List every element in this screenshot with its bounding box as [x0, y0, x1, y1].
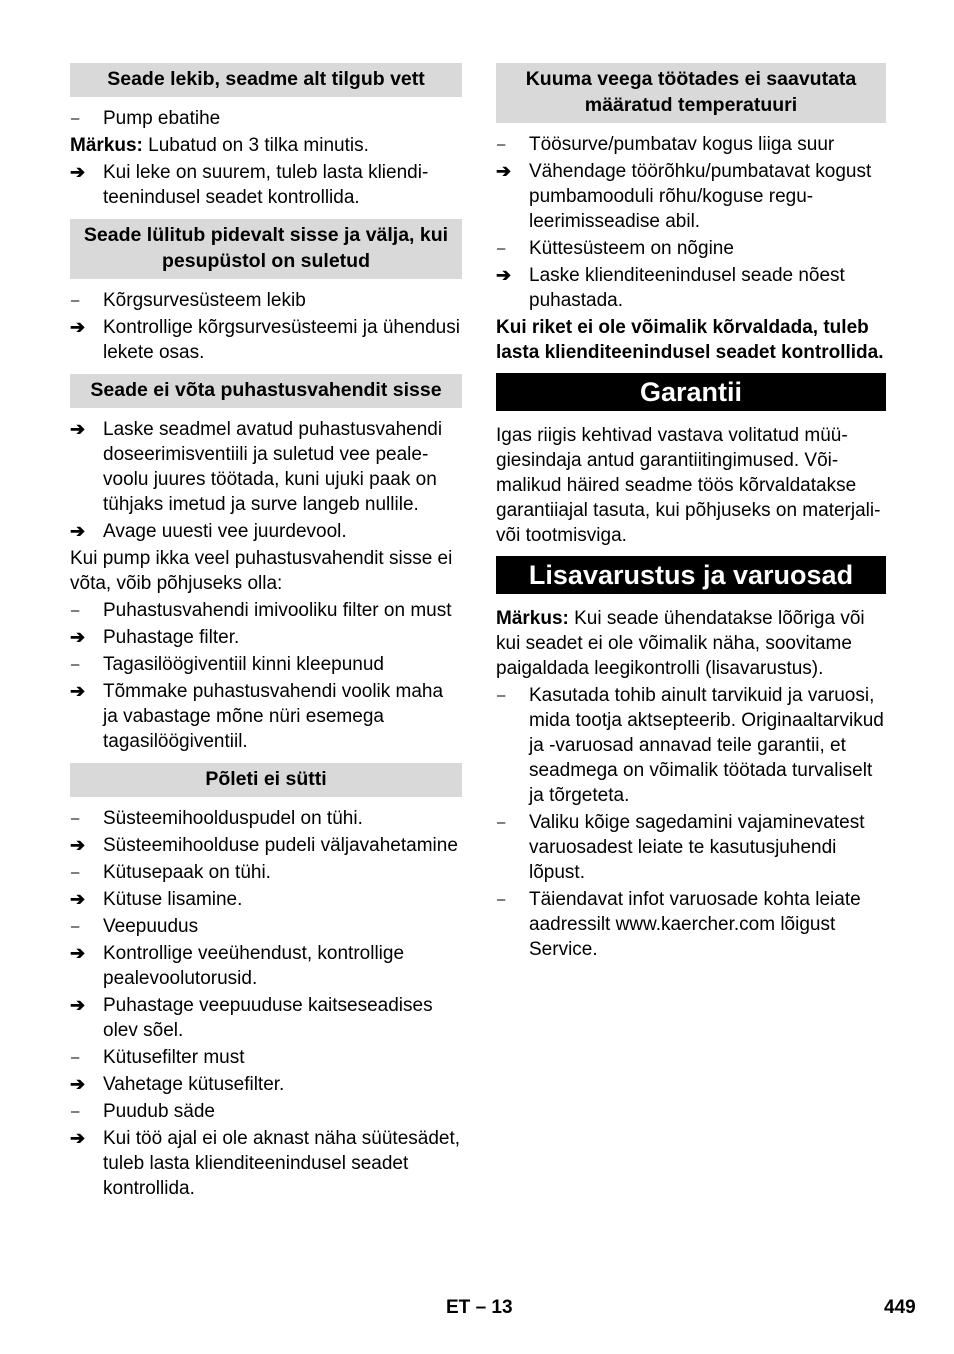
arrow-icon: ➔	[70, 317, 86, 337]
dash-marker: –	[71, 656, 80, 673]
dash-marker: –	[71, 1049, 80, 1066]
section-heading-accessories: Lisavarustus ja varuosad	[496, 556, 886, 594]
arrow-icon: ➔	[70, 835, 86, 855]
dash-marker: –	[497, 814, 506, 831]
section-heading-cycling: Seade lülitub pidevalt sisse ja välja, kui pesupüstol on suletud	[70, 219, 462, 279]
footer-page-number: 449	[884, 1297, 916, 1318]
list-item: – Täiendavat infot varuosade kohta leiate aadressilt www.kaercher.com lõigust Service.	[497, 889, 861, 960]
remedy-item: ➔ Laske klienditeenindusel seade nõest puhastada.	[496, 265, 845, 311]
remedy-item: ➔ Kütuse lisamine.	[70, 889, 243, 910]
cause-item: – Kõrgsurvesüsteem lekib	[71, 290, 306, 311]
arrow-icon: ➔	[70, 1074, 86, 1094]
arrow-icon: ➔	[70, 419, 86, 439]
remedy-item: ➔ Süsteemihoolduse pudeli väljavahetamine	[70, 835, 458, 856]
left-column	[70, 63, 462, 1203]
section-heading-burner: Põleti ei sütti	[70, 763, 462, 797]
arrow-icon: ➔	[70, 521, 86, 541]
right-column	[496, 63, 886, 964]
remedy-item: ➔ Kui leke on suurem, tuleb lasta klienditeenindusel seadet kontrollida.	[70, 162, 429, 208]
dash-marker: –	[497, 136, 506, 153]
cause-item: – Kütusefilter must	[71, 1047, 245, 1068]
cause-item: – Tagasilöögiventiil kinni kleepunud	[71, 654, 384, 675]
remedy-item: ➔ Kontrollige veeühendust, kontrollige pealevoolutorusid.	[70, 943, 405, 989]
arrow-icon: ➔	[70, 995, 86, 1015]
dash-marker: –	[497, 687, 506, 704]
remedy-item: ➔ Avage uuesti vee juurdevool.	[70, 521, 347, 542]
arrow-icon: ➔	[70, 889, 86, 909]
list-item: – Kasutada tohib ainult tarvikuid ja varuosi, mida tootja aktsepteerib. Originaaltarvikud ja -varuosad annavad teile garantii, et seadmega on võimalik töötada turvaliselt ja tõrgeteta.	[497, 685, 884, 806]
dash-marker: –	[71, 810, 80, 827]
arrow-icon: ➔	[496, 161, 512, 181]
dash-marker: –	[71, 918, 80, 935]
dash-marker: –	[71, 110, 80, 127]
cause-item: – Puhastusvahendi imivooliku filter on must	[71, 600, 452, 621]
section-heading-warranty: Garantii	[496, 373, 886, 411]
remedy-item: ➔ Vähendage töörõhku/pumbatavat kogust pumbamooduli rõhu/koguse reguleerimisseadise abil.	[496, 161, 872, 232]
warranty-text: Igas riigis kehtivad vastava volitatud müügiesindaja antud garantiitingimused. Võimalikud häired seadme töös kõrvaldatakse garantiiajal tasuta, kui põhjuseks on materjali- või tootmisviga.	[496, 425, 881, 546]
bold-notice: Kui riket ei ole võimalik kõrvaldada, tuleb lasta klienditeenindusel seadet kontrollida.	[496, 317, 884, 363]
cause-item: – Töösurve/pumbatav kogus liiga suur	[497, 134, 835, 155]
section-heading-leak: Seade lekib, seadme alt tilgub vett	[70, 63, 462, 97]
dash-marker: –	[71, 864, 80, 881]
dash-marker: –	[71, 1103, 80, 1120]
list-item: – Valiku kõige sagedamini vajaminevatest varuosadest leiate te kasutusjuhendi lõpust.	[497, 812, 865, 883]
section-heading-detergent: Seade ei võta puhastusvahendit sisse	[70, 374, 462, 408]
arrow-icon: ➔	[70, 1128, 86, 1148]
remedy-item: ➔ Kui töö ajal ei ole aknast näha süütesädet, tuleb lasta klienditeenindusel seadet kontrollida.	[70, 1128, 461, 1199]
cause-item: – Veepuudus	[71, 916, 199, 937]
remedy-item: ➔ Puhastage veepuuduse kaitseseadises olev sõel.	[70, 995, 433, 1041]
dash-marker: –	[497, 240, 506, 257]
arrow-icon: ➔	[70, 943, 86, 963]
remedy-item: ➔ Kontrollige kõrgsurvesüsteemi ja ühendusi lekete osas.	[70, 317, 460, 363]
cause-item: – Puudub säde	[71, 1101, 215, 1122]
remedy-item: ➔ Laske seadmel avatud puhastusvahendi doseerimisventiili ja suletud vee pealevoolu juures töötada, kuni ujuki paak on tühjaks imetud ja surve langeb nullile.	[70, 419, 443, 515]
dash-marker: –	[71, 292, 80, 309]
arrow-icon: ➔	[70, 681, 86, 701]
paragraph: Kui pump ikka veel puhastusvahendit sisse ei võta, võib põhjuseks olla:	[70, 548, 453, 594]
dash-marker: –	[71, 602, 80, 619]
remedy-item: ➔ Puhastage filter.	[70, 627, 240, 648]
arrow-icon: ➔	[496, 265, 512, 285]
cause-item: – Kütusepaak on tühi.	[71, 862, 271, 883]
note: Märkus: Kui seade ühendatakse lõõriga või kui seadet ei ole võimalik näha, soovitame paigaldada leegikontrolli (lisavarustus).	[496, 608, 865, 679]
cause-item: – Süsteemihoolduspudel on tühi.	[71, 808, 363, 829]
cause-item: – Küttesüsteem on nõgine	[497, 238, 734, 259]
note: Märkus: Lubatud on 3 tilka minutis.	[70, 135, 369, 156]
arrow-icon: ➔	[70, 627, 86, 647]
cause-item: – Pump ebatihe	[71, 108, 221, 129]
footer-language-page: ET – 13	[446, 1297, 513, 1318]
remedy-item: ➔ Vahetage kütusefilter.	[70, 1074, 285, 1095]
arrow-icon: ➔	[70, 162, 86, 182]
dash-marker: –	[497, 891, 506, 908]
section-heading-temperature: Kuuma veega töötades ei saavutata määratud temperatuuri	[496, 63, 886, 123]
remedy-item: ➔ Tõmmake puhastusvahendi voolik maha ja vabastage mõne nüri esemega tagasilöögiventiil.	[70, 681, 444, 752]
